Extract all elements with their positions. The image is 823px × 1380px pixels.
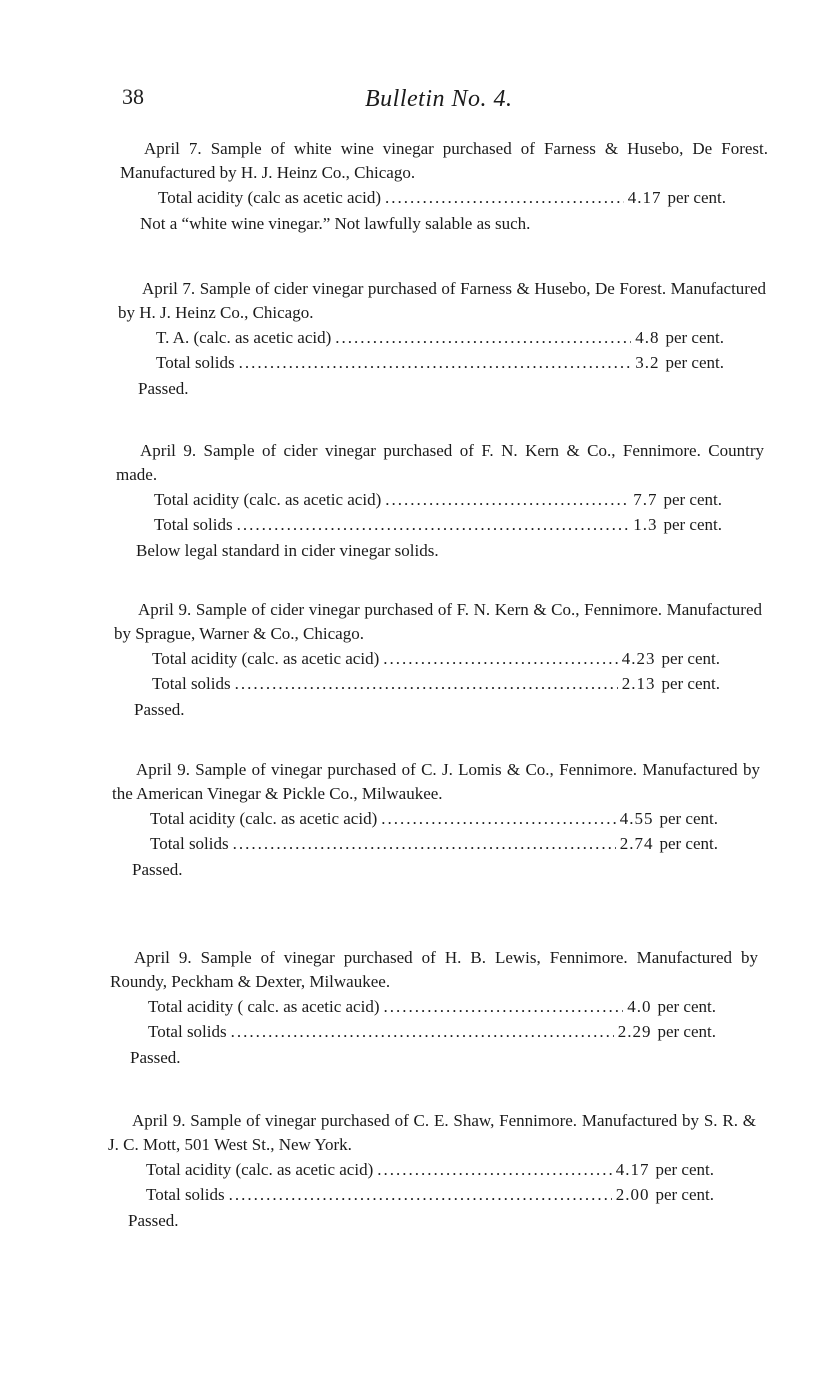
- measurement-unit: per cent.: [667, 188, 726, 207]
- measurement-row: [158, 185, 726, 210]
- measurement-value: 2.00: [615, 1185, 650, 1204]
- measurement-unit: per cent.: [665, 353, 724, 372]
- measurement-row: [150, 806, 718, 831]
- measurement-unit: per cent.: [663, 490, 722, 509]
- entry-text: April 9. Sample of cider vinegar purchased of F. N. Kern & Co., Fennimore. Country made.: [116, 441, 764, 484]
- entry-text: April 9. Sample of vinegar purchased of H. B. Lewis, Fennimore. Manufactured by Roundy, Peckham & Dexter, Milwaukee.: [110, 948, 758, 991]
- entry-verdict: Passed.: [134, 700, 185, 719]
- leader-dots: [229, 1182, 612, 1207]
- measurement-label: Total acidity (calc. as acetic acid): [146, 1160, 374, 1179]
- entry-verdict: Passed.: [132, 860, 183, 879]
- running-title: Bulletin No. 4.: [365, 86, 513, 112]
- sample-entry: [118, 277, 766, 401]
- leader-dots: [233, 831, 616, 856]
- measurement-row: [156, 325, 724, 350]
- sample-entry: [112, 758, 760, 882]
- measurement-label: Total acidity (calc. as acetic acid): [154, 490, 382, 509]
- measurement-label: Total acidity ( calc. as acetic acid): [148, 997, 380, 1016]
- measurement-row: [152, 671, 720, 696]
- measurement-unit: per cent.: [655, 1185, 714, 1204]
- measurement-value: 3.2: [635, 353, 660, 372]
- leader-dots: [383, 646, 617, 671]
- measurement-unit: per cent.: [661, 674, 720, 693]
- measurement-row: [154, 512, 722, 537]
- measurement-label: Total acidity (calc. as acetic acid): [150, 809, 378, 828]
- measurement-row: [150, 831, 718, 856]
- leader-dots: [235, 671, 618, 696]
- entry-text: April 9. Sample of cider vinegar purchased of F. N. Kern & Co., Fennimore. Manufactured by Sprague, Warner & Co., Chicago.: [114, 600, 762, 643]
- entry-verdict: Passed.: [128, 1211, 179, 1230]
- measurement-value: 4.17: [615, 1160, 650, 1179]
- measurement-row: [152, 646, 720, 671]
- measurement-unit: per cent.: [665, 328, 724, 347]
- measurement-unit: per cent.: [659, 834, 718, 853]
- leader-dots: [335, 325, 631, 350]
- measurement-label: Total solids: [154, 515, 233, 534]
- entry-verdict: Not a “white wine vinegar.” Not lawfully salable as such.: [140, 214, 531, 233]
- measurement-row: [146, 1157, 714, 1182]
- leader-dots: [377, 1157, 611, 1182]
- measurement-unit: per cent.: [663, 515, 722, 534]
- measurement-label: Total solids: [152, 674, 231, 693]
- leader-dots: [239, 350, 632, 375]
- measurement-label: Total acidity (calc. as acetic acid): [152, 649, 380, 668]
- sample-entry: [116, 439, 764, 563]
- measurement-value: 2.74: [619, 834, 654, 853]
- entry-verdict: Below legal standard in cider vinegar solids.: [136, 541, 439, 560]
- sample-entry: [120, 137, 768, 236]
- leader-dots: [383, 994, 623, 1019]
- measurement-row: [148, 1019, 716, 1044]
- entry-text: April 7. Sample of cider vinegar purchased of Farness & Husebo, De Forest. Manufactured by H. J. Heinz Co., Chicago.: [118, 279, 766, 322]
- sample-entry: [114, 598, 762, 722]
- measurement-value: 2.29: [617, 1022, 652, 1041]
- leader-dots: [237, 512, 630, 537]
- sample-entry: [110, 946, 758, 1070]
- measurement-row: [146, 1182, 714, 1207]
- leader-dots: [385, 185, 624, 210]
- measurement-label: Total solids: [146, 1185, 225, 1204]
- measurement-label: T. A. (calc. as acetic acid): [156, 328, 332, 347]
- measurement-value: 2.13: [621, 674, 656, 693]
- measurement-value: 4.23: [621, 649, 656, 668]
- entry-text: April 9. Sample of vinegar purchased of C. J. Lomis & Co., Fennimore. Manufactured by the American Vinegar & Pickle Co., Milwaukee.: [112, 760, 760, 803]
- measurement-label: Total acidity (calc as acetic acid): [158, 188, 381, 207]
- measurement-row: [156, 350, 724, 375]
- measurement-value: 4.8: [635, 328, 660, 347]
- measurement-value: 1.3: [633, 515, 658, 534]
- measurement-value: 4.55: [619, 809, 654, 828]
- measurement-label: Total solids: [156, 353, 235, 372]
- measurement-row: [154, 487, 722, 512]
- measurement-unit: per cent.: [657, 1022, 716, 1041]
- page-header: [0, 84, 823, 124]
- measurement-value: 7.7: [633, 490, 658, 509]
- entry-text: April 7. Sample of white wine vinegar purchased of Farness & Husebo, De Forest. Manufactured by H. J. Heinz Co., Chicago.: [120, 139, 768, 182]
- measurement-unit: per cent.: [655, 1160, 714, 1179]
- measurement-value: 4.0: [627, 997, 652, 1016]
- entry-verdict: Passed.: [130, 1048, 181, 1067]
- measurement-unit: per cent.: [661, 649, 720, 668]
- leader-dots: [385, 487, 629, 512]
- page-number: 38: [122, 84, 144, 109]
- measurement-value: 4.17: [627, 188, 662, 207]
- entry-verdict: Passed.: [138, 379, 189, 398]
- measurement-unit: per cent.: [657, 997, 716, 1016]
- leader-dots: [381, 806, 615, 831]
- leader-dots: [231, 1019, 614, 1044]
- measurement-label: Total solids: [150, 834, 229, 853]
- measurement-label: Total solids: [148, 1022, 227, 1041]
- measurement-unit: per cent.: [659, 809, 718, 828]
- entry-text: April 9. Sample of vinegar purchased of C. E. Shaw, Fennimore. Manufactured by S. R. & J. C. Mott, 501 West St., New York.: [108, 1111, 756, 1154]
- sample-entry: [108, 1109, 756, 1233]
- measurement-row: [148, 994, 716, 1019]
